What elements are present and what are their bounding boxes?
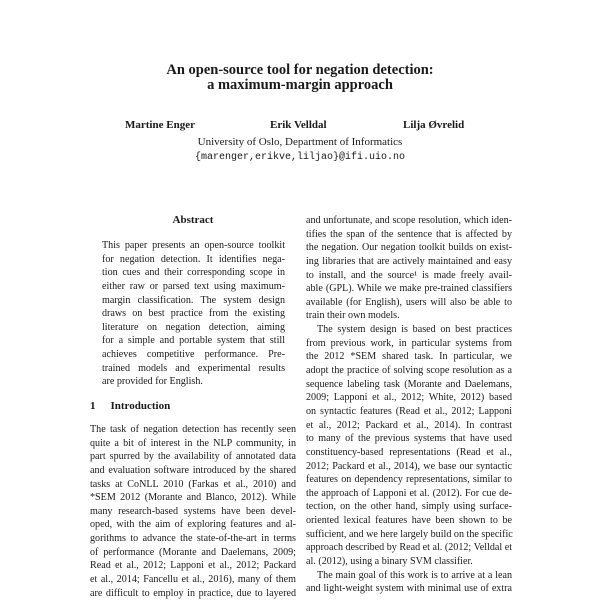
section-title: Introduction [110,400,171,412]
paper-title-line-1: An open-source tool for negation detection: [166,62,434,78]
text-line: ing libraries that are actively maintained and easy [306,255,512,267]
text-line: of performance (Morante and Daelemans, 2009; [90,546,296,558]
text-line: either raw or parsed text using maximum- [102,280,285,292]
text-line: Read et al., 2012; Lapponi et al., 2012; Packard [90,560,296,572]
text-line: adopt the practice of solving scope resolution as a [306,365,512,377]
text-line: draws on best practice from the existing [102,308,285,320]
text-line: al. (2012), using a binary SVM classifier. [306,556,473,568]
text-line: gorithms to advance the state-of-the-art in terms [90,533,296,545]
text-line: et al., 2012; Packard et al., 2014). In contrast [306,419,512,431]
introduction-right-column [306,214,512,596]
abstract-heading: Abstract [172,214,214,226]
text-line: trained models and experimental results [102,362,285,374]
text-line: quite a bit of interest in the NLP community, in [90,437,296,449]
text-line: tection, on the other hand, simply using surface- [306,501,512,513]
author-name: Lilja Øvrelid [403,119,465,131]
text-line: sufficient, and we here largely build on the specific [306,528,513,540]
text-line: and light-weight system with minimal use of extra [306,583,512,595]
text-line: literature on negation detection, aiming [102,321,285,333]
affiliation: University of Oslo, Department of Informatics [197,136,403,148]
author-name: Erik Velldal [270,119,327,131]
text-line: approach described by Read et al. (2012; Velldal et [306,542,512,554]
text-line: tifies the span of the sentence that is affected by [306,228,512,240]
text-line: tion cues and their corresponding scope in [102,267,285,279]
text-line: train their own models. [306,310,400,322]
text-line: constituency-based representations (Read et al., [306,446,512,458]
text-line: from previous work, in particular systems from [306,337,512,349]
text-line: oped, with the aim of exploring features and al- [90,519,296,531]
author-emails: {marenger,erikve,liljao}@ifi.uio.no [194,152,406,163]
text-line: 2009; Lapponi et al., 2012; White, 2012) based [306,392,512,404]
text-line: *SEM 2012 (Morante and Blanco, 2012). While [90,492,296,504]
text-line: many research-based systems have been devel- [90,505,296,517]
paper-title-line-2: a maximum-margin approach [207,77,393,93]
text-line: sequence labeling task (Morante and Daelemans, [306,378,512,390]
text-line: on syntactic features (Read et al., 2012; Lapponi [306,405,512,417]
text-line: The task of negation detection has recently seen [90,424,296,435]
text-line: oriented lexical features have been shown to be [306,515,512,527]
abstract-text [102,239,285,389]
text-line: are provided for English. [102,376,203,388]
section-number: 1 [90,400,96,412]
text-line: able (GPL). While we make pre-trained classifiers [306,283,512,295]
text-line: features on dependency representations, similar to [306,474,512,486]
text-line: This paper presents an open-source toolkit [102,240,285,251]
text-line: et al., 2014; Fancellu et al., 2016), many of them [90,574,296,586]
text-line: are difficult to employ in practice, due to layered [90,587,296,599]
author-name: Martine Enger [125,119,195,131]
text-line: the 2012 *SEM shared task. In particular, we [306,351,512,363]
text-line: achieves competitive performance. Pre- [102,349,285,361]
text-line: for a simple and portable system that still [102,335,285,347]
text-line: tasks at CoNLL 2010 (Farkas et al., 2010) and [90,478,296,490]
text-line: 2012; Packard et al., 2014), we base our syntactic [306,460,512,472]
text-line: The system design is based on best practices [317,324,512,336]
text-line: and unfortunate, and scope resolution, which iden- [306,215,512,226]
text-line: and evaluation software introduced by the shared [90,464,296,476]
text-line: to many of the previous systems that have used [306,433,512,445]
text-line: the negation. Our negation toolkit builds on exist- [306,242,512,254]
text-line: margin classification. The system design [102,294,285,306]
text-line: to install, and the source¹ is made freely avail- [306,269,512,281]
text-line: The main goal of this work is to arrive at a lean [317,569,512,581]
text-line: the approach of Lapponi et al. (2012). For cue de- [306,487,512,499]
text-line: part spurred by the availability of annotated data [90,451,296,463]
section-heading-introduction [90,400,170,412]
introduction-left-column [90,423,296,600]
text-line: for negation detection. It identifies nega- [102,253,285,265]
text-line: available (for English), users will also be able to [306,296,512,308]
